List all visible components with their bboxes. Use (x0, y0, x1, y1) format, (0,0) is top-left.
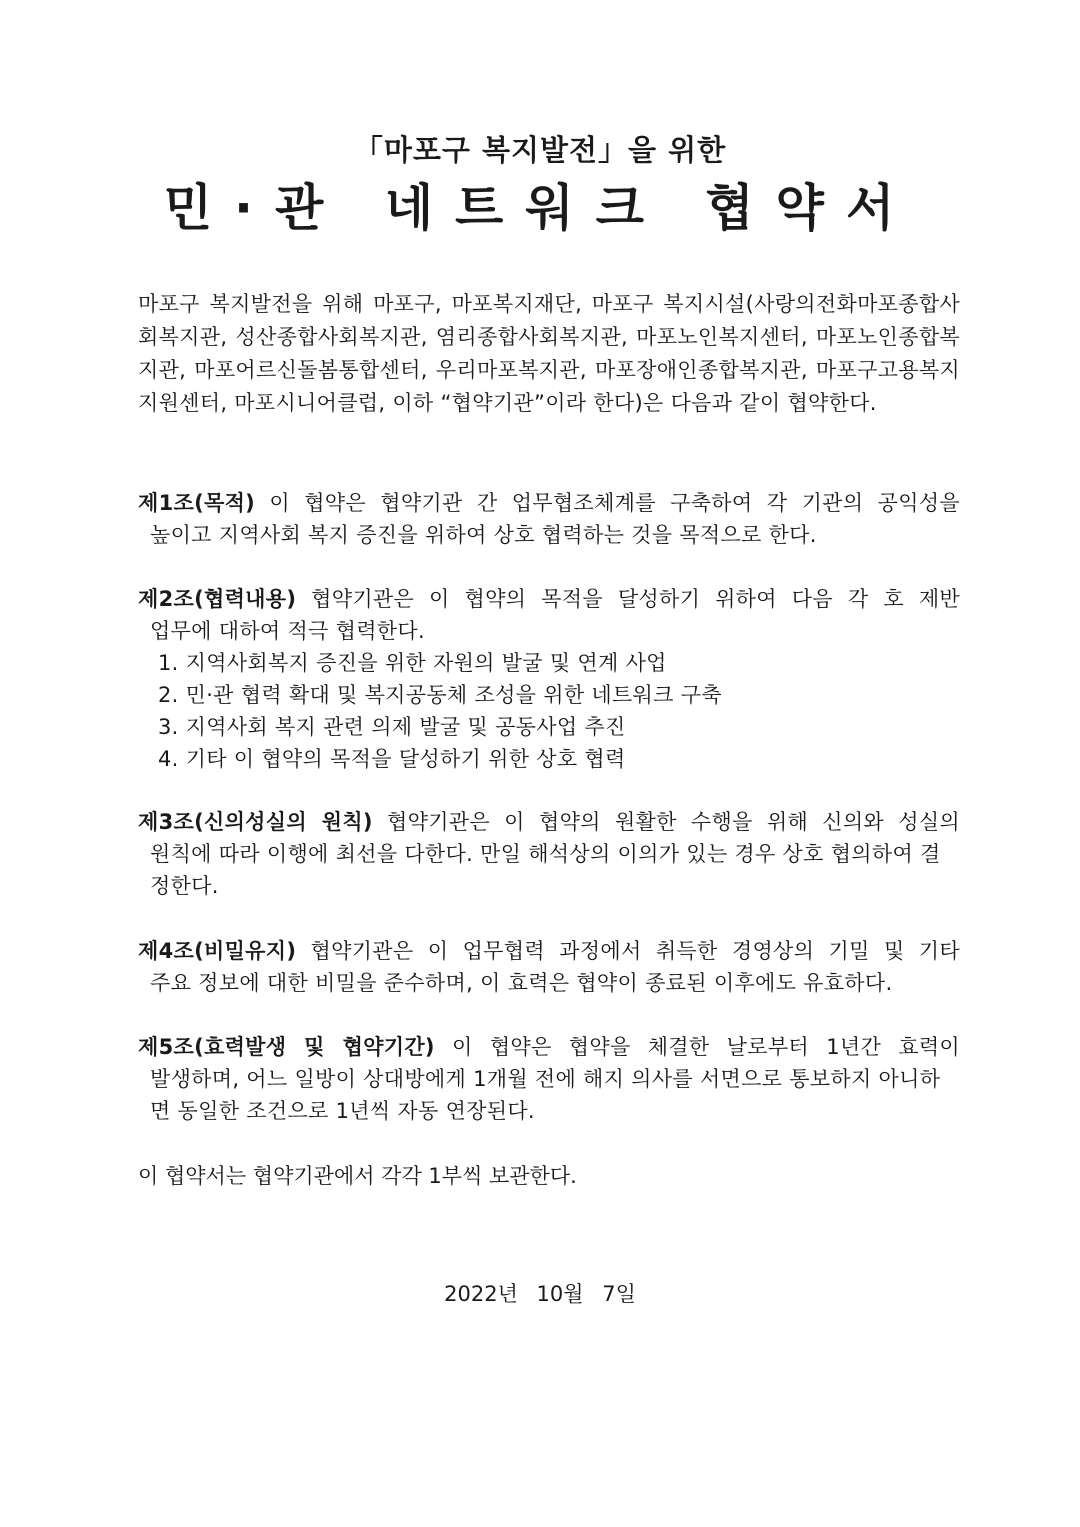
article-text: 협약기관은 이 협약의 원활한 수행을 위해 신의와 성실의 (387, 810, 960, 834)
article-5 (138, 1031, 960, 1127)
article-text: 협약기관은 이 협약의 목적을 달성하기 위하여 다음 각 호 제반 (311, 587, 960, 611)
article-continuation: 업무에 대하여 적극 협력한다. (150, 619, 425, 643)
closing-statement: 이 협약서는 협약기관에서 각각 1부씩 보관한다. (138, 1164, 577, 1188)
article-text: 이 협약은 협약기관 간 업무협조체계를 구축하여 각 기관의 공익성을 (269, 491, 960, 515)
article-3 (138, 806, 960, 902)
article-first-line (138, 806, 960, 838)
agreement-date: 2022년 10월 7일 (444, 1282, 636, 1306)
list-item: 3. 지역사회 복지 관련 의제 발굴 및 공동사업 추진 (158, 715, 626, 739)
article-heading: 제4조(비밀유지) (138, 939, 297, 963)
article-continuation: 원칙에 따라 이행에 최선을 다한다. 만일 해석상의 이의가 있는 경우 상호 협의하여 결정한다. (150, 842, 941, 898)
article-continuation: 발생하며, 어느 일방이 상대방에게 1개월 전에 해지 의사를 서면으로 통보하지 아니하면 동일한 조건으로 1년씩 자동 연장된다. (150, 1067, 941, 1123)
document-subtitle: 「마포구 복지발전」을 위한 (353, 133, 727, 167)
article-first-line (138, 1031, 960, 1063)
list-item: 4. 기타 이 협약의 목적을 달성하기 위한 상호 협력 (158, 747, 626, 771)
article-heading: 제2조(협력내용) (138, 587, 297, 611)
article-text: 협약기관은 이 업무협력 과정에서 취득한 경영상의 기밀 및 기타 (310, 939, 960, 963)
article-heading: 제1조(목적) (138, 491, 256, 515)
article-2 (138, 583, 960, 775)
article-text: 이 협약은 협약을 체결한 날로부터 1년간 효력이 (452, 1035, 960, 1059)
article-first-line (138, 487, 960, 519)
intro-paragraph: 마포구 복지발전을 위해 마포구, 마포복지재단, 마포구 복지시설(사랑의전화마포종합사회복지관, 성산종합사회복지관, 염리종합사회복지관, 마포노인복지센터, 마포노인종합복지관, 마포어르신돌봄통합센터, 우리마포복지관, 마포장애인종합복지관, 마포구고용복지지원센터, 마포시니어클럽, 이하 “협약기관”이라 한다)은 다음과 같이 협약한다. (138, 292, 960, 415)
item-list (138, 647, 960, 775)
list-item: 1. 지역사회복지 증진을 위한 자원의 발굴 및 연계 사업 (158, 651, 667, 675)
document-title: 민·관 네트워크 협약서 (163, 179, 917, 237)
article-heading: 제5조(효력발생 및 협약기간) (138, 1035, 435, 1059)
article-1 (138, 487, 960, 551)
list-item: 2. 민·관 협력 확대 및 복지공동체 조성을 위한 네트워크 구축 (158, 683, 722, 707)
article-heading: 제3조(신의성실의 원칙) (138, 810, 373, 834)
article-first-line (138, 583, 960, 615)
article-4 (138, 935, 960, 999)
article-continuation: 주요 정보에 대한 비밀을 준수하며, 이 효력은 협약이 종료된 이후에도 유효하다. (150, 971, 893, 995)
article-continuation: 높이고 지역사회 복지 증진을 위하여 상호 협력하는 것을 목적으로 한다. (150, 523, 817, 547)
article-first-line (138, 935, 960, 967)
